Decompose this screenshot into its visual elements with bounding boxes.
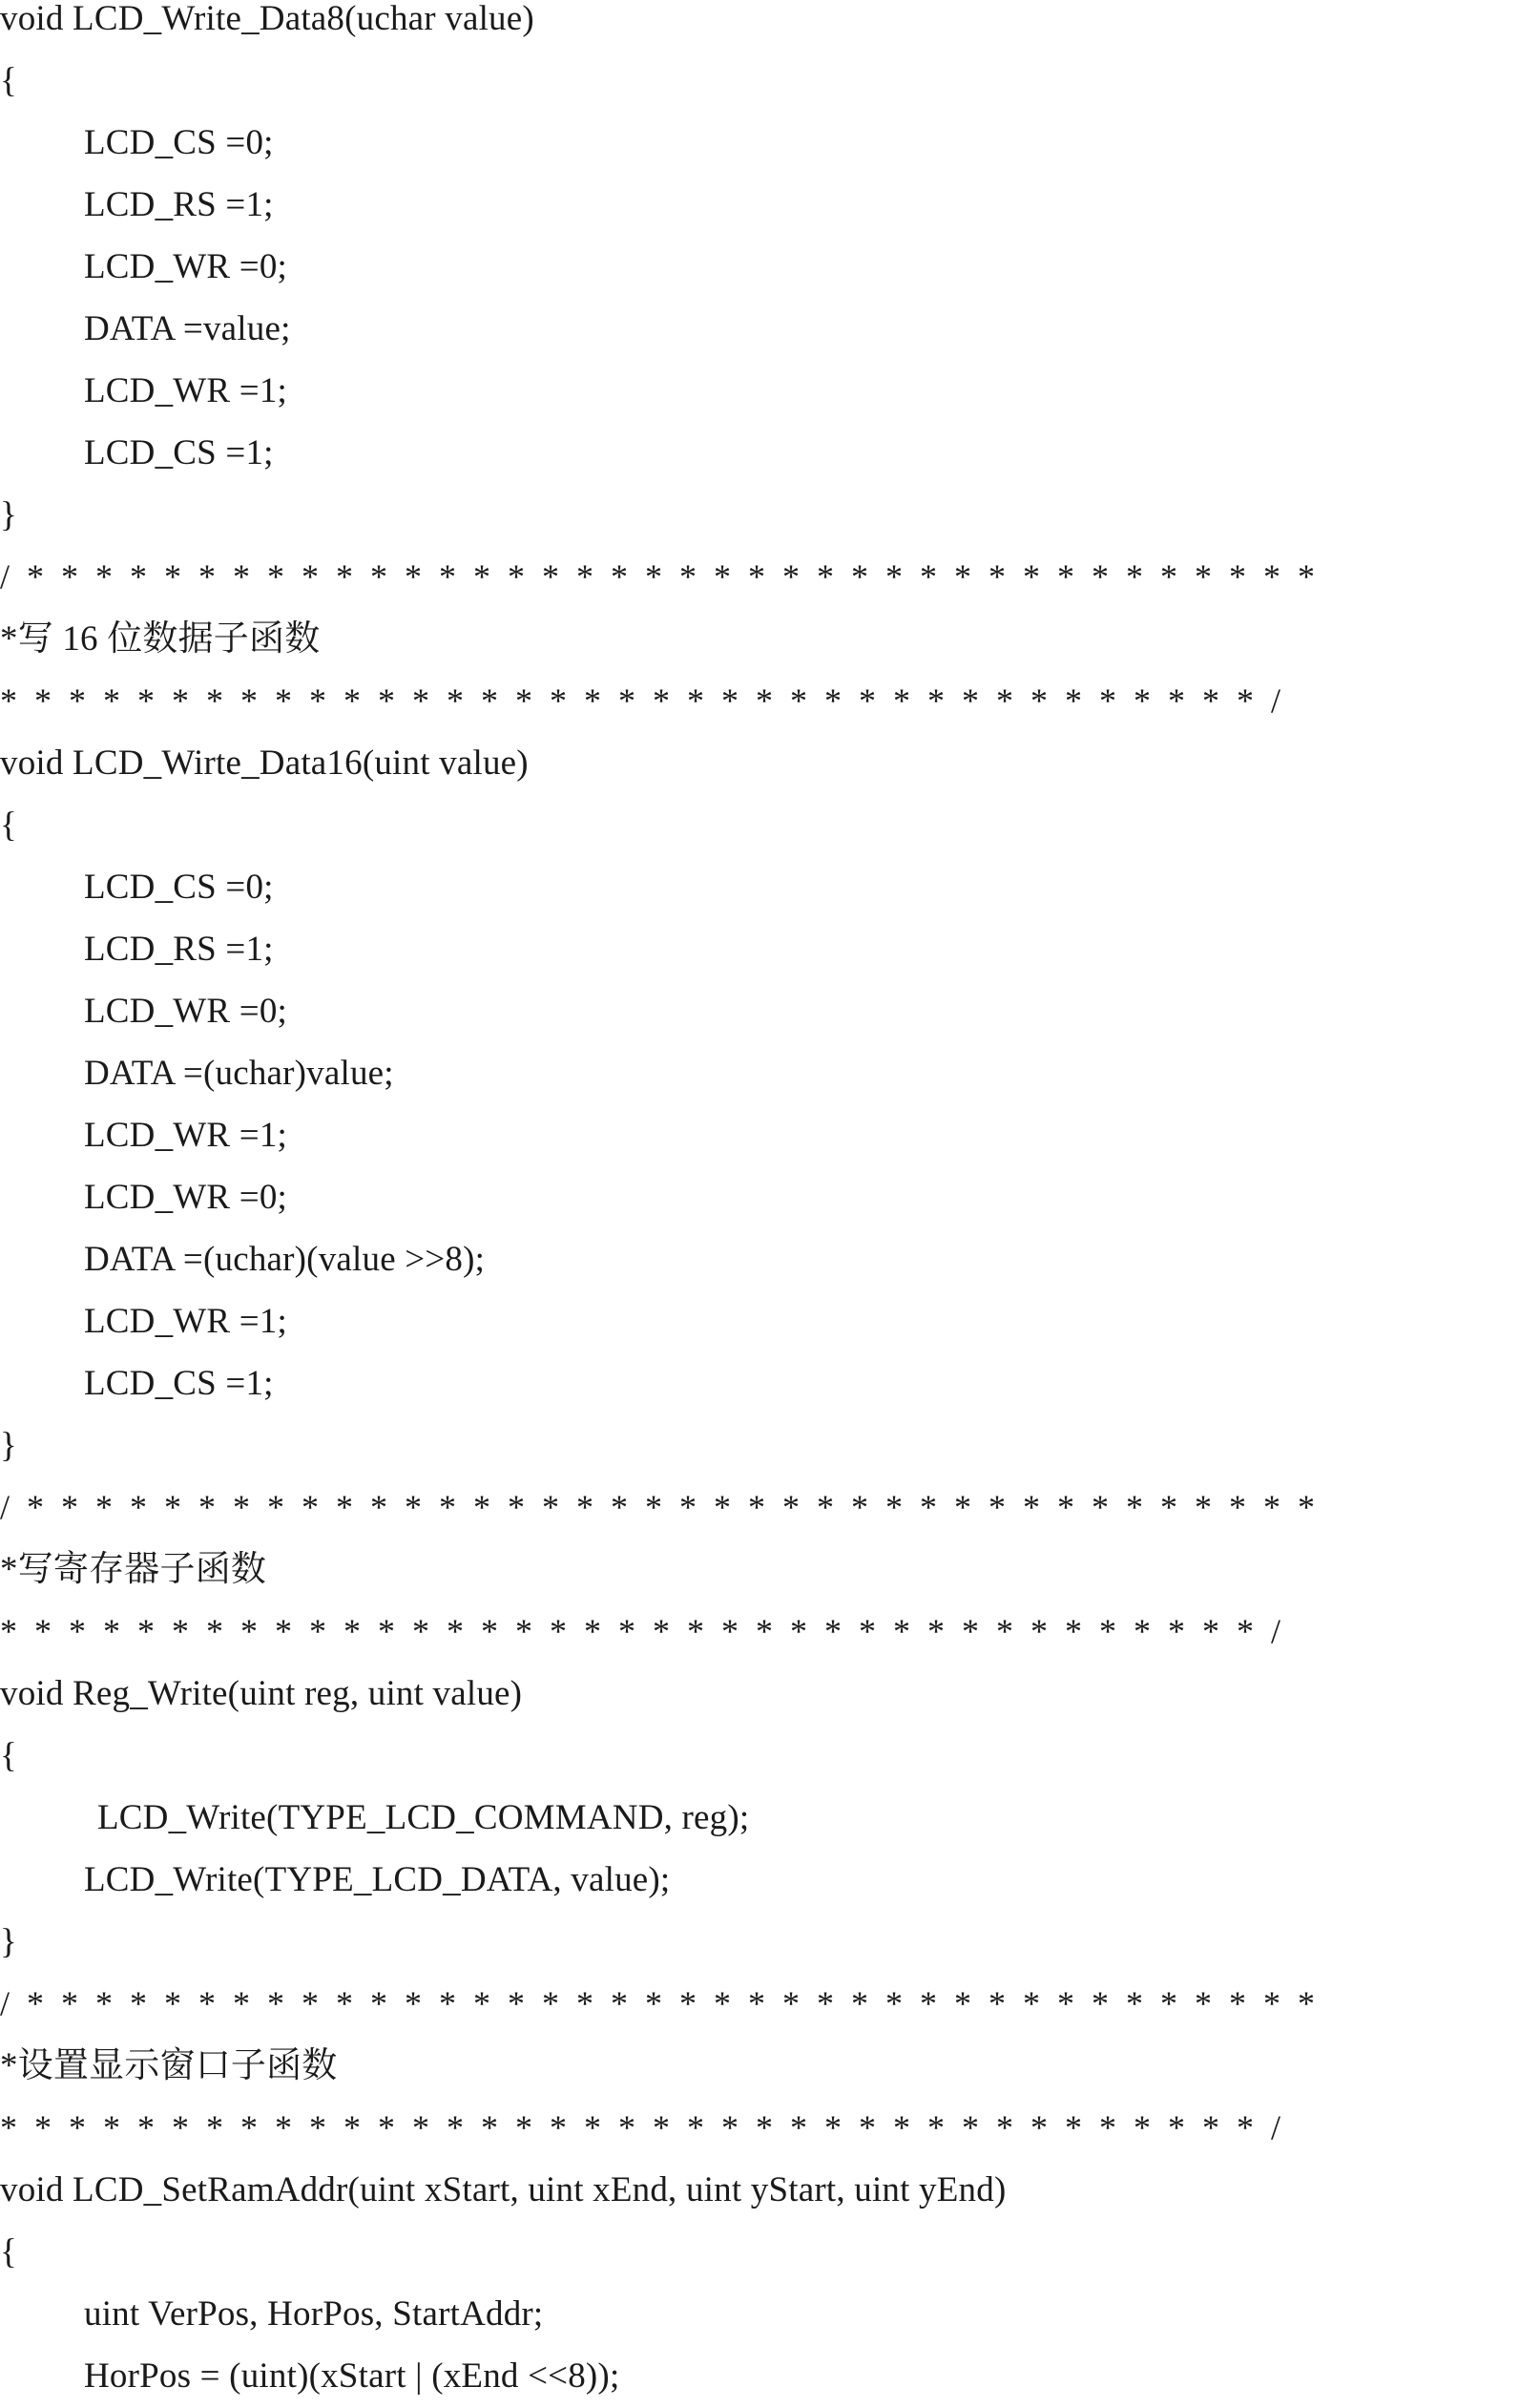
- code-line: DATA =(uchar)(value >>8);: [84, 1240, 486, 1279]
- comment-title: *设置显示窗口子函数: [0, 2046, 338, 2085]
- comment-separator: /**************************************: [0, 1488, 1333, 1526]
- code-line: LCD_WR =0;: [84, 992, 287, 1031]
- code-line: HorPos = (uint)(xStart | (xEnd <<8));: [84, 2356, 620, 2396]
- code-line: LCD_WR =0;: [84, 247, 287, 286]
- code-line: void LCD_Wirte_Data16(uint value): [0, 743, 529, 783]
- code-line: uint VerPos, HorPos, StartAddr;: [84, 2294, 544, 2334]
- comment-separator: *************************************/: [0, 681, 1299, 720]
- comment-separator: /**************************************: [0, 1984, 1333, 2022]
- code-line: LCD_RS =1;: [84, 930, 274, 969]
- code-line: LCD_WR =1;: [84, 1116, 287, 1155]
- code-line: DATA =value;: [84, 309, 291, 348]
- code-line: {: [0, 61, 17, 100]
- code-line: LCD_WR =0;: [84, 1178, 287, 1217]
- code-line: {: [0, 1736, 17, 1775]
- code-line: }: [0, 1922, 17, 1961]
- code-line: LCD_WR =1;: [84, 371, 287, 410]
- comment-title: *写寄存器子函数: [0, 1550, 267, 1589]
- code-line: LCD_WR =1;: [84, 1302, 287, 1341]
- comment-separator: *************************************/: [0, 1612, 1299, 1650]
- code-line: {: [0, 2232, 17, 2272]
- code-line: LCD_Write(TYPE_LCD_DATA, value);: [84, 1860, 671, 1899]
- code-line: LCD_CS =0;: [84, 868, 274, 907]
- code-line: void LCD_SetRamAddr(uint xStart, uint xEnd, uint yStart, uint yEnd): [0, 2170, 1007, 2209]
- code-line: LCD_CS =1;: [84, 1364, 274, 1403]
- comment-title: *写 16 位数据子函数: [0, 619, 321, 659]
- code-line: }: [0, 495, 17, 534]
- code-line: DATA =(uchar)value;: [84, 1054, 394, 1093]
- code-line: void LCD_Write_Data8(uchar value): [0, 0, 534, 38]
- code-line: LCD_CS =0;: [84, 123, 274, 162]
- code-line: LCD_CS =1;: [84, 433, 274, 472]
- comment-separator: *************************************/: [0, 2108, 1299, 2146]
- code-line: LCD_RS =1;: [84, 185, 274, 224]
- code-line: }: [0, 1426, 17, 1465]
- code-line: LCD_Write(TYPE_LCD_COMMAND, reg);: [97, 1798, 750, 1837]
- comment-separator: /**************************************: [0, 557, 1333, 596]
- code-line: void Reg_Write(uint reg, uint value): [0, 1674, 523, 1713]
- code-line: {: [0, 806, 17, 845]
